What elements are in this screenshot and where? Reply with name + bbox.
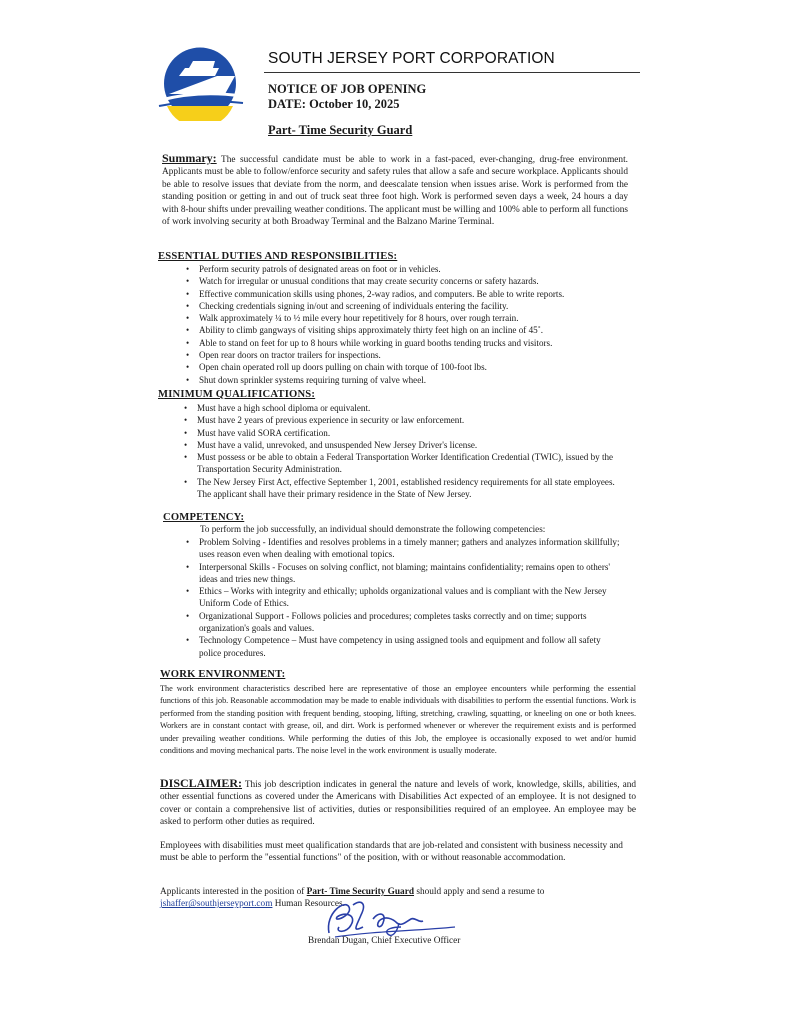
list-item: • Watch for irregular or unusual conditions that may create security concerns or safety hazards. — [182, 275, 622, 287]
apply-position: Part- Time Security Guard — [306, 887, 415, 897]
list-item: • Ability to climb gangways of visiting ships approximately thirty feet high on an incline of 45˚. — [182, 324, 622, 336]
list-item: • Must have 2 years of previous experience in security or law enforcement. — [180, 414, 620, 426]
summary-text: The successful candidate must be able to work in a fast-paced, ever-changing, drug-free environment. Applicants must be able to follow/enforce security and safety rules that allow a safe and secure workplace. Applicants should be able to resolve issues that deviate from the norm, and deescalate tension when issues arise. Work is performed from the standing position or getting in and out of truck seat three foot high. Work is performed seven days a week, 24 hours a day with 8-hour shifts under prevailing weather conditions. The applicant must be willing and 100% able to perform all functions of work involving security at both Broadway Terminal and the Balzano Marine Terminal. — [162, 155, 628, 228]
duties-section — [182, 263, 622, 386]
competency-list — [182, 536, 622, 659]
disclaimer-text: This job description indicates in general the nature and levels of work, knowledge, skills, abilities, and other essential functions as covered under the Americans with Disabilities Act expected of an employee. It is not designed to cover or contain a comprehensive list of activities, duties or responsibilities required of an employee. An employee may be asked to perform other duties as required. — [160, 780, 636, 828]
list-item: • Problem Solving - Identifies and resolves problems in a timely manner; gathers and analyzes information skillfully; uses reason even when dealing with emotional topics. — [182, 536, 622, 561]
signer-name: Brendan Dugan, Chief Executive Officer — [308, 936, 461, 946]
competency-intro: To perform the job successfully, an individual should demonstrate the following competencies: — [200, 524, 546, 534]
competency-section — [182, 536, 622, 659]
notice-block — [268, 82, 426, 112]
qualifications-list — [180, 402, 620, 500]
duties-heading: ESSENTIAL DUTIES AND RESPONSIBILITIES: — [158, 251, 398, 262]
list-item: • Interpersonal Skills - Focuses on solving conflict, not blaming; maintains confidentiality; remains open to others' ideas and tries new things. — [182, 561, 622, 586]
employees-note: Employees with disabilities must meet qualification standards that are job-related and consistent with business necessity and must be able to perform the "essential functions" of the position, with or without reasonable accommodation. — [160, 841, 623, 864]
apply-suffix: Human Resources. — [272, 899, 345, 910]
port-corporation-logo — [155, 46, 245, 121]
list-item: • Ethics – Works with integrity and ethically; upholds organizational values and is compliant with the New Jersey Uniform Code of Ethics. — [182, 585, 622, 610]
job-title: Part- Time Security Guard — [268, 123, 413, 137]
apply-prefix: Applicants interested in the position of — [160, 887, 307, 897]
list-item: • Must possess or be able to obtain a Federal Transportation Worker Identification Credential (TWIC), issued by the Transportation Security Administration. — [180, 451, 620, 476]
list-item: • Technology Competence – Must have competency in using assigned tools and equipment and follow all safety police procedures. — [182, 634, 622, 659]
list-item: • Open rear doors on tractor trailers for inspections. — [182, 349, 622, 361]
list-item: • Must have a high school diploma or equivalent. — [180, 402, 620, 414]
summary-section — [162, 152, 628, 228]
qualifications-heading: MINIMUM QUALIFICATIONS: — [158, 389, 316, 400]
list-item: • Walk approximately ¼ to ½ mile every hour repetitively for 8 hours, over rough terrain. — [182, 312, 622, 324]
list-item: • Shut down sprinkler systems requiring turning of valve wheel. — [182, 374, 622, 386]
work-environment-text: The work environment characteristics described here are representative of those an employee encounters while performing the essential functions of this job. Reasonable accommodation may be made to enable individuals with disabilities to perform the essential functions. Work is performed from the standing position with frequent bending, stooping, lifting, stretching, crawling, squatting, or kneeling on one or both knees. Workers are in constant contact with grease, oil, and dirt. Work is performed whenever or wherever the requirement exists and is performed under prevailing weather conditions. While performing the duties of this Job, the employee is occasionally exposed to wet and/or humid conditions and moving mechanical parts. The noise level in the work environment is usually moderate. — [160, 684, 636, 756]
notice-date: DATE: October 10, 2025 — [268, 97, 400, 111]
list-item: • Checking credentials signing in/out and screening of individuals entering the facility. — [182, 300, 622, 312]
list-item: • Organizational Support - Follows policies and procedures; completes tasks correctly and on time; supports organization's goals and values. — [182, 610, 622, 635]
list-item: • Must have valid SORA certification. — [180, 427, 620, 439]
organization-name: SOUTH JERSEY PORT CORPORATION — [268, 50, 555, 67]
list-item: • Able to stand on feet for up to 8 hours while working in guard booths tending trucks and visitors. — [182, 337, 622, 349]
apply-middle: should apply and send a resume to — [414, 887, 545, 897]
list-item: • Effective communication skills using phones, 2-way radios, and computers. Be able to write reports. — [182, 288, 622, 300]
disclaimer-label: DISCLAIMER: — [160, 776, 243, 790]
competency-heading: COMPETENCY: — [163, 512, 245, 523]
qualifications-section — [180, 402, 620, 500]
duties-list — [182, 263, 622, 386]
header-divider — [264, 72, 640, 73]
list-item: • Perform security patrols of designated areas on foot or in vehicles. — [182, 263, 622, 275]
email-link[interactable]: jshaffer@southjerseyport.com — [160, 899, 273, 910]
list-item: • Open chain operated roll up doors pulling on chain with torque of 100-foot lbs. — [182, 361, 622, 373]
list-item: • The New Jersey First Act, effective September 1, 2001, established residency requirements for all state employees. The applicant shall have their primary residence in the State of New Jersey. — [180, 476, 620, 501]
summary-label: Summary: — [162, 151, 217, 165]
list-item: • Must have a valid, unrevoked, and unsuspended New Jersey Driver's license. — [180, 439, 620, 451]
disclaimer-section — [160, 777, 636, 829]
work-environment-heading: WORK ENVIRONMENT: — [160, 669, 286, 680]
notice-title: NOTICE OF JOB OPENING — [268, 82, 427, 96]
